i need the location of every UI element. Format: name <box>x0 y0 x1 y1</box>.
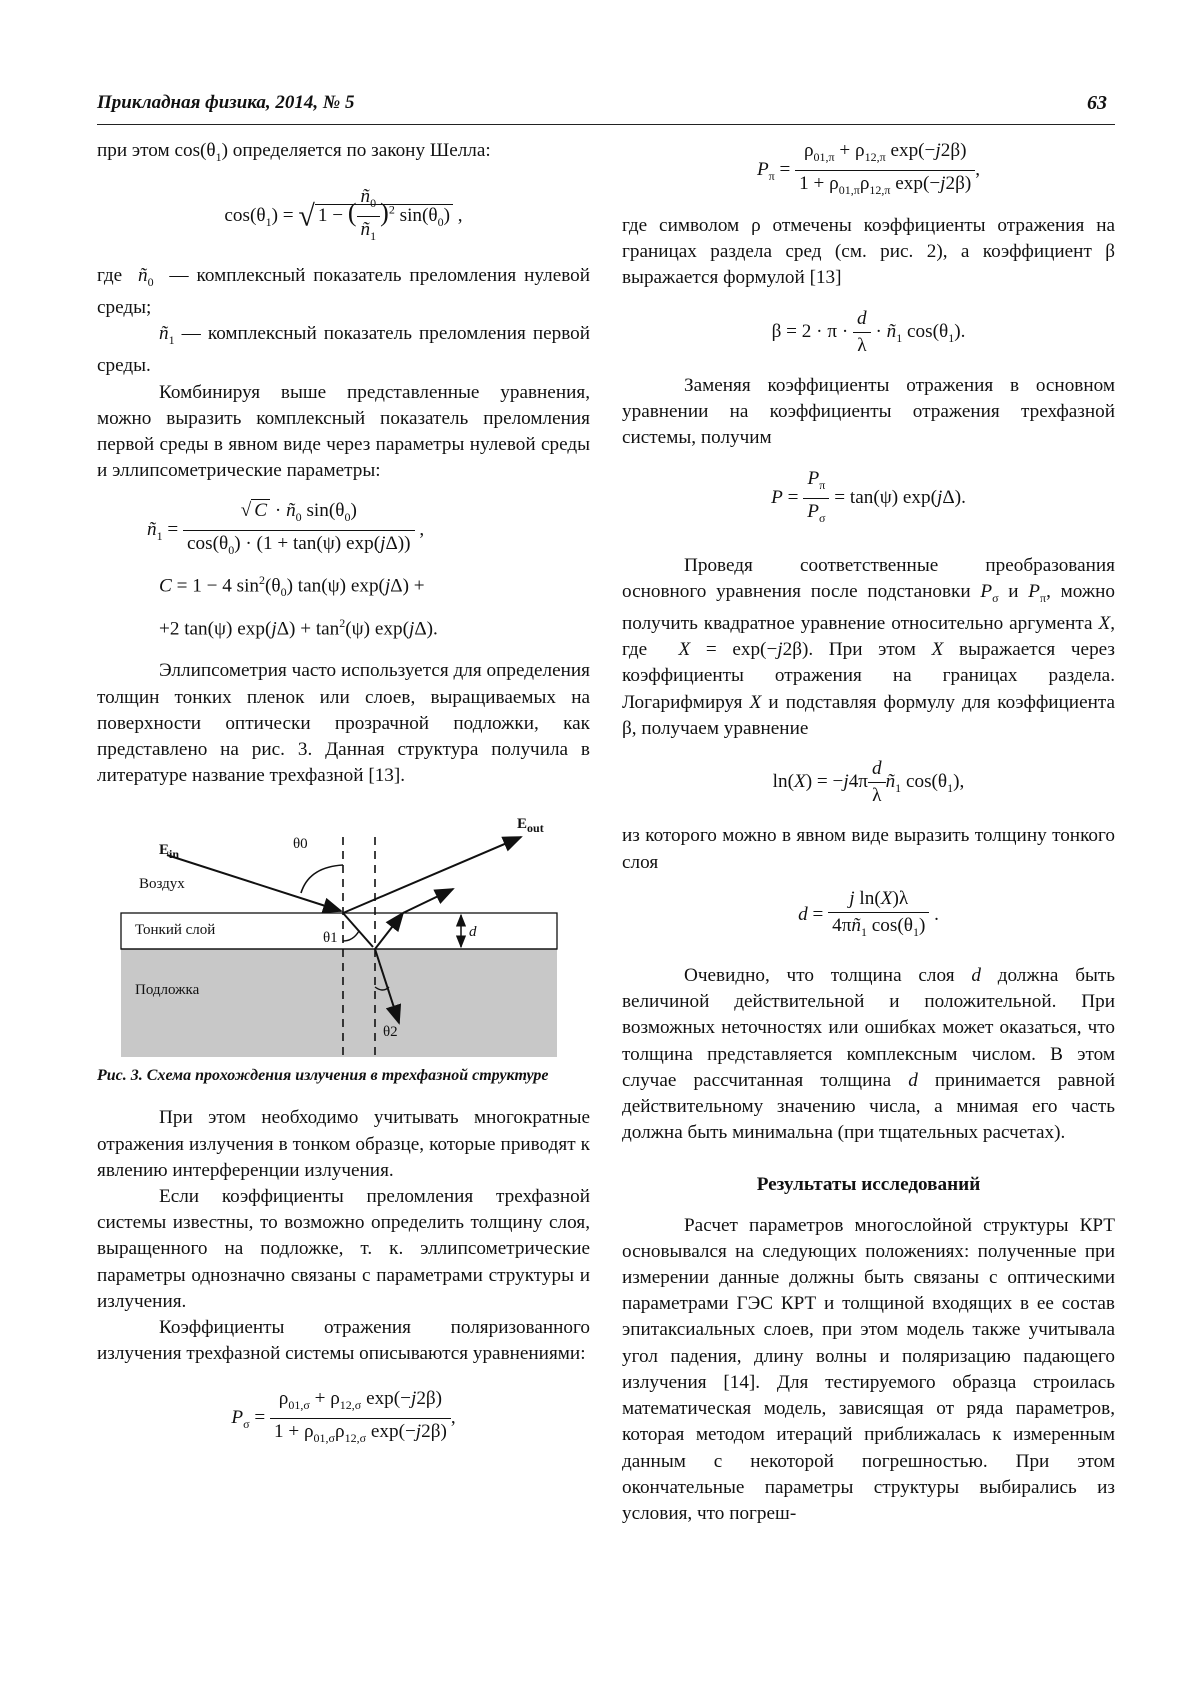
label-air: Воздух <box>139 876 185 893</box>
para-replace: Заменяя коэффициенты отражения в основном уравнении на коэффициенты отражения трехфазной системы, получим <box>622 375 1115 449</box>
equation-c-line1: C = 1 − 4 $\sin^2(\theta_0)$ tan(ψ) exp(jΔ) + <box>159 573 425 600</box>
label-theta1: θ1 <box>323 930 338 947</box>
label-thin-layer: Тонкий слой <box>135 922 216 939</box>
equation-beta: β = 2 · π · $\frac{d}{\lambda}$ · $ñ_1$ $\cos(\theta_1)$. <box>771 307 966 356</box>
equation-p-sigma: $P_\sigma$ = $\frac{\rho_{01,\sigma} + \rho_{12,\sigma} \exp(-j2\beta)}{1 + \rho_{01,\sigma}\rho_{12,\sigma} \exp(-j2\beta)}$ , <box>231 1387 456 1445</box>
figure-three-phase <box>97 807 587 1057</box>
journal-title: Прикладная физика, 2014, № 5 <box>97 92 355 113</box>
para-from: из которого можно в явном виде выразить толщину тонкого слоя <box>622 825 1115 873</box>
equation-snell: $\cos(\theta_1)$ = √ 1 − ( $\frac{ñ_0}{ñ_1}$ )$^2$ $\sin(\theta_0)$ , <box>224 186 463 243</box>
snell-intro: при этом $\cos(\theta_1)$ определяется по закону Шелла: <box>97 140 491 164</box>
para-ellipsometry: Эллипсометрия часто используется для определения толщин тонких пленок или слоев, выращиваемых на поверхности оптически прозрачной подложки, как представлено на рис. 3. Данная структура получила в литературе название трехфазной [13]. <box>97 660 590 787</box>
label-d: d <box>469 924 477 941</box>
section-title-results: Результаты исследований <box>756 1174 981 1196</box>
label-theta2: θ2 <box>383 1024 398 1041</box>
para-rho: где символом ρ отмечены коэффициенты отражения на границах раздела сред (см. рис. 2), а коэффициент β выражается формулой [13] <box>622 215 1115 289</box>
outgoing-ray-2 <box>403 889 453 913</box>
para-combine: Комбинируя выше представленные уравнения, можно выразить комплексный показатель преломления первой среды в явном виде через параметры нулевой среды и эллипсометрические параметры: <box>97 381 590 482</box>
equation-ln: ln(X) = −j4π $\frac{d}{\lambda}$ $ñ_1$ $\cos(\theta_1)$, <box>772 758 965 807</box>
para-obvious: Очевидно, что толщина слоя d должна быть величиной действительной и положительной. При возможных неточностях или ошибках может оказаться, что толщина представляется комплексным числом. В этом случае рассчитанная толщина d принимается равной действительному значению числа, а мнимая его часть должна быть минимальна (при тщательных расчетах). <box>622 965 1116 1144</box>
where-n1: $ñ_1$ — комплексный показатель преломления первой среды. <box>97 323 590 377</box>
equation-n1: $ñ_1$ = $\frac{√ C \cdot ñ_0 \sin(\theta_0)}{\cos(\theta_0) \cdot (1 + \tan(\psi) \exp(j\Delta))}$ , <box>147 500 425 558</box>
para-multiple-reflections: При этом необходимо учитывать многократные отражения излучения в тонком образце, которые приводят к явлению интерференции излучения. <box>97 1107 590 1181</box>
right-column <box>622 138 1115 1527</box>
figure-caption: Рис. 3. Схема прохождения излучения в трехфазной структуре <box>97 1067 549 1085</box>
page-header <box>97 92 1115 125</box>
incident-ray <box>167 855 341 911</box>
equation-d: d = $\frac{\text{j ln(X)λ}}{4\pi ñ_1 \cos(\theta_1)}$ . <box>798 887 939 939</box>
label-substrate: Подложка <box>135 982 200 999</box>
label-eout: $E_{out}$ <box>517 816 544 836</box>
equation-p: P = $\frac{P_\pi}{P_\sigma}$ = tan(ψ) exp(jΔ). <box>771 467 966 525</box>
para-known-indices: Если коэффициенты преломления трехфазной системы известны, то возможно определить толщину слоя, выращенного на подложке, т. к. эллипсометрические параметры однозначно связаны с параметрами структуры и излучения. <box>97 1186 590 1312</box>
equation-p-pi: $P_\pi$ = $\frac{\rho_{01,\pi} + \rho_{12,\pi} \exp(-j2\beta)}{1 + \rho_{01,\pi}\rho_{12,\pi} \exp(-j2\beta)}$ , <box>756 140 981 197</box>
equation-c-line2: +2 tan(ψ) $\exp(j\Delta) + \tan^2(\psi)$ exp(jΔ). <box>159 615 438 640</box>
para-results: Расчет параметров многослойной структуры КРТ основывался на следующих положениях: полученные при измерении данные должны быть связаны с оптическими параметрами ГЭС КРТ и толщиной входящих в ее состав эпитаксиальных слоев, при этом модель также учитывала угол падения, длину волны и поляризацию падающего излучения [14]. Для тестируемого образца строилась математическая модель, зависящая от ряда параметров, которая методом итераций приближалась к измеренным данным с некоторой погрешностью. При этом окончательные параметры структуры выбирались из условия, что погреш- <box>622 1214 1115 1524</box>
left-column <box>97 138 590 1451</box>
label-theta0: θ0 <box>293 836 308 853</box>
para-coefficients: Коэффициенты отражения поляризованного излучения трехфазной системы описываются уравнениями: <box>97 1317 590 1365</box>
where-n0: где $ñ_0$ — комплексный показатель преломления нулевой среды; <box>97 265 591 319</box>
label-ein: $E_{in}$ <box>159 842 180 862</box>
para-transform: Проведя соответственные преобразования основного уравнения после подстановки $P_\sigma$ и $P_\pi$, можно получить квадратное уравнение относительно аргумента X, где X = exp(−j2β). При этом X выражается через коэффициенты отражения на границах раздела. Логарифмируя X и подставляя формулу для коэффициента β, получаем уравнение <box>622 554 1115 739</box>
reflected-ray <box>343 837 521 913</box>
page-number: 63 <box>1087 92 1107 114</box>
theta0-arc <box>301 865 343 893</box>
